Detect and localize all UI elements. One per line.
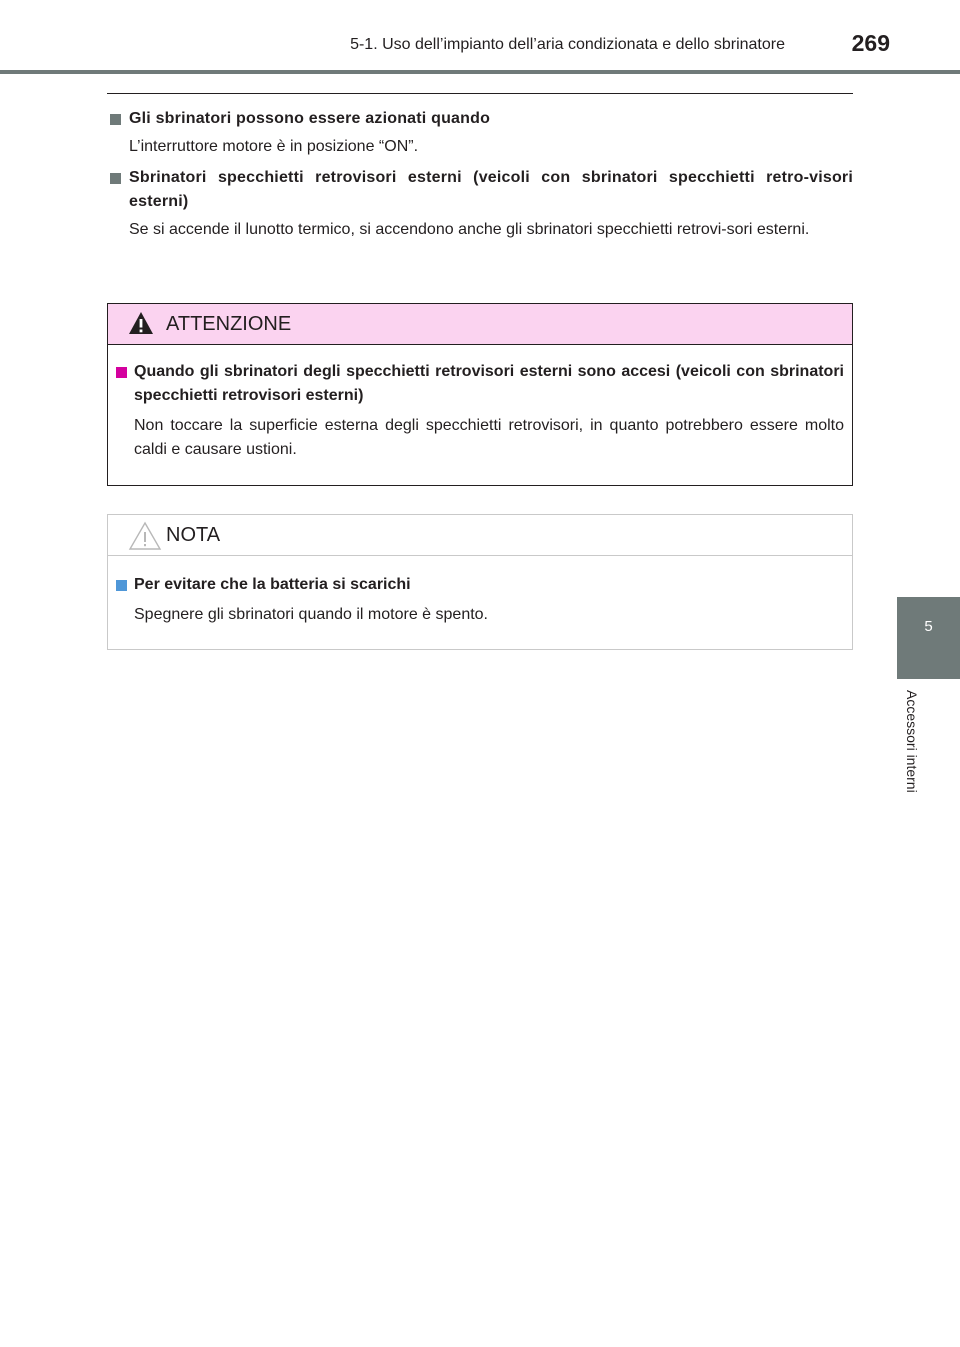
note-body: Spegnere gli sbrinatori quando il motore è spento. xyxy=(134,606,488,623)
warning-box xyxy=(107,303,853,486)
item-body: L’interruttore motore è in posizione “ON”. xyxy=(129,138,419,155)
note-box xyxy=(107,514,853,650)
item-heading-text: Sbrinatori specchietti retrovisori esterni (veicoli con sbrinatori specchietti retro-visori esterni) xyxy=(129,169,853,210)
chapter-label-wrap xyxy=(904,690,930,830)
chapter-label: Accessori interni xyxy=(904,690,920,793)
item-body: Se si accende il lunotto termico, si accendono anche gli sbrinatori specchietti retrovi-sori esterni. xyxy=(129,221,810,238)
warning-title: ATTENZIONE xyxy=(166,313,292,335)
content-item xyxy=(107,166,853,242)
section-divider xyxy=(107,93,853,94)
chapter-tab xyxy=(897,597,960,679)
square-bullet-icon xyxy=(110,114,121,125)
chapter-number: 5 xyxy=(924,618,933,635)
warning-triangle-icon xyxy=(128,310,154,336)
page-number: 269 xyxy=(851,30,890,56)
note-heading-text: Per evitare che la batteria si scarichi xyxy=(134,576,411,593)
note-content xyxy=(112,573,844,627)
square-bullet-icon xyxy=(116,580,127,591)
square-bullet-icon xyxy=(116,367,127,378)
content-item xyxy=(107,107,853,159)
note-header xyxy=(108,515,852,556)
note-title: NOTA xyxy=(166,524,221,546)
item-heading xyxy=(107,166,853,214)
warning-header xyxy=(108,304,852,345)
warning-body: Non toccare la superficie esterna degli specchietti retrovisori, in quanto potrebbero essere molto caldi e causare ustioni. xyxy=(134,417,844,458)
header-rule xyxy=(0,70,960,74)
item-heading xyxy=(107,107,853,131)
item-heading-text: Gli sbrinatori possono essere azionati quando xyxy=(129,110,491,127)
caution-triangle-outline-icon xyxy=(128,521,162,551)
warning-content xyxy=(112,360,844,462)
note-heading xyxy=(112,573,844,597)
square-bullet-icon xyxy=(110,173,121,184)
section-title: 5-1. Uso dell’impianto dell’aria condizionata e dello sbrinatore xyxy=(350,36,785,53)
warning-heading xyxy=(112,360,844,408)
warning-heading-text: Quando gli sbrinatori degli specchietti retrovisori esterni sono accesi (veicoli con sbrinatori specchietti retrovisori esterni) xyxy=(134,363,844,404)
